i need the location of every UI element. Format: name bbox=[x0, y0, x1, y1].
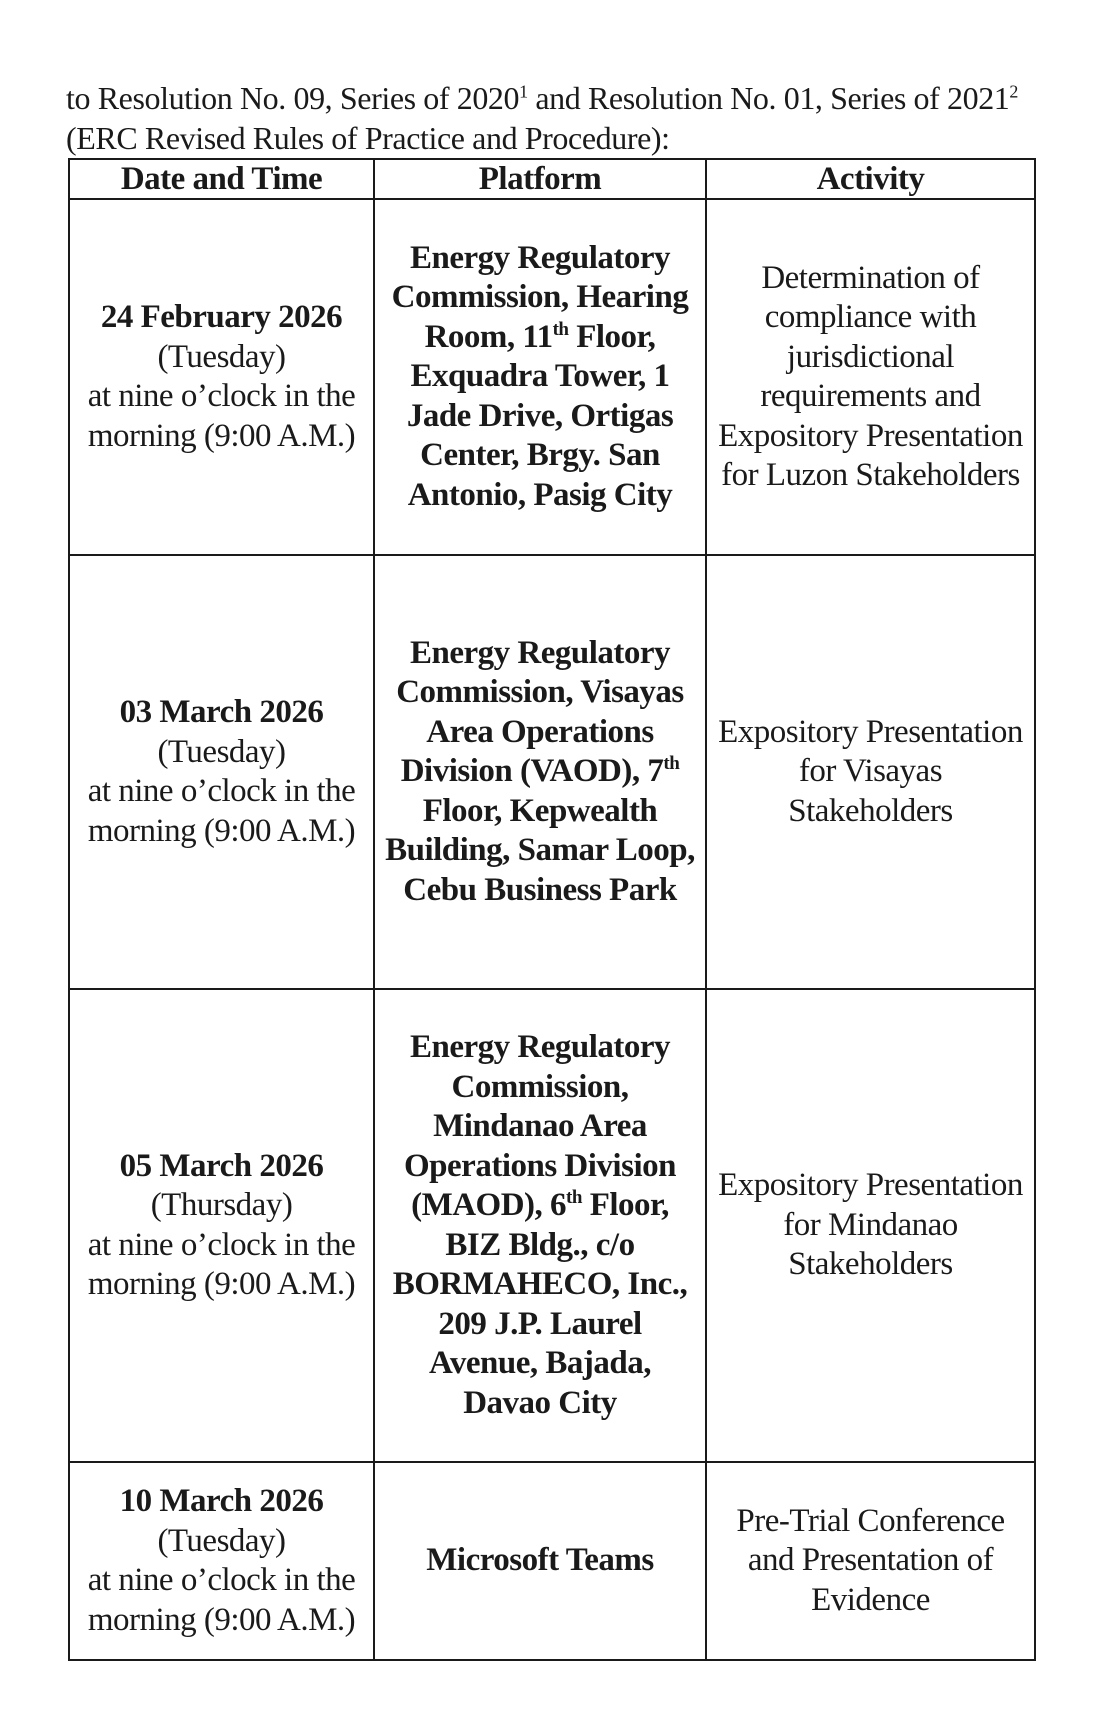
intro-text-2: and Resolution No. 01, Series of 2021 bbox=[527, 80, 1010, 116]
table-row bbox=[69, 1462, 1035, 1660]
table-row bbox=[69, 989, 1035, 1462]
hearing-time: at nine o’clock in the morning (9:00 A.M.) bbox=[87, 1226, 356, 1302]
intro-text-1: to Resolution No. 09, Series of 2020 bbox=[66, 80, 520, 116]
table-row bbox=[69, 199, 1035, 555]
hearing-time: at nine o’clock in the morning (9:00 A.M.) bbox=[87, 378, 356, 454]
date-time-cell bbox=[69, 555, 374, 989]
platform-text-rest: Floor, BIZ Bldg., c/o BORMAHECO, Inc., 209 J.P. Laurel Avenue, Bajada, Davao City bbox=[392, 1187, 688, 1421]
hearing-day: (Tuesday) bbox=[157, 338, 286, 375]
platform-text-rest: Floor, Kepwealth Building, Samar Loop, Cebu Business Park bbox=[385, 792, 695, 908]
hearing-date: 05 March 2026 bbox=[119, 1147, 324, 1184]
date-time-cell bbox=[69, 1462, 374, 1660]
platform-text-rest: Floor, Exquadra Tower, 1 Jade Drive, Ortigas Center, Brgy. San Antonio, Pasig City bbox=[406, 318, 674, 513]
platform-cell bbox=[374, 555, 706, 989]
hearing-day: (Tuesday) bbox=[157, 1522, 286, 1559]
hearing-date: 10 March 2026 bbox=[119, 1483, 324, 1519]
platform-text: Microsoft Teams bbox=[426, 1542, 654, 1579]
header-platform: Platform bbox=[374, 159, 706, 199]
date-time-cell bbox=[69, 199, 374, 555]
header-activity: Activity bbox=[706, 159, 1035, 199]
platform-text: Energy Regulatory Commission, Visayas Area Operations Division (VAOD), 7 bbox=[396, 634, 684, 790]
hearing-day: (Tuesday) bbox=[157, 733, 286, 770]
header-date-time: Date and Time bbox=[69, 159, 374, 199]
platform-cell bbox=[374, 1462, 706, 1660]
table-header-row bbox=[69, 159, 1035, 199]
hearing-day: (Thursday) bbox=[150, 1187, 293, 1223]
footnote-ref-2[interactable]: 2 bbox=[1009, 81, 1019, 102]
platform-text: Energy Regulatory Commission, Mindanao Area Operations Division (MAOD), 6 bbox=[404, 1029, 676, 1223]
intro-paragraph bbox=[66, 78, 1046, 158]
ordinal-suffix: th bbox=[552, 318, 569, 340]
activity-cell: Pre-Trial Conference and Presentation of Evidence bbox=[706, 1462, 1035, 1660]
activity-cell: Expository Presentation for Visayas Stakeholders bbox=[706, 555, 1035, 989]
platform-cell bbox=[374, 989, 706, 1462]
footnote-ref-1[interactable]: 1 bbox=[519, 81, 528, 102]
ordinal-suffix: th bbox=[663, 753, 680, 775]
activity-cell: Expository Presentation for Mindanao Stakeholders bbox=[706, 989, 1035, 1462]
hearing-schedule-table bbox=[68, 158, 1036, 1661]
hearing-date: 03 March 2026 bbox=[119, 694, 324, 730]
date-time-cell bbox=[69, 989, 374, 1462]
hearing-time: at nine o’clock in the morning (9:00 A.M.) bbox=[87, 773, 356, 849]
intro-text-3: (ERC Revised Rules of Practice and Procedure): bbox=[66, 120, 670, 156]
table-row bbox=[69, 555, 1035, 989]
hearing-time: at nine o’clock in the morning (9:00 A.M.) bbox=[87, 1562, 356, 1638]
hearing-date: 24 February 2026 bbox=[100, 299, 343, 335]
platform-text: Energy Regulatory Commission, Hearing Room, 11 bbox=[391, 239, 689, 355]
platform-cell bbox=[374, 199, 706, 555]
activity-cell: Determination of compliance with jurisdictional requirements and Expository Presentation for Luzon Stakeholders bbox=[706, 199, 1035, 555]
ordinal-suffix: th bbox=[566, 1187, 582, 1208]
